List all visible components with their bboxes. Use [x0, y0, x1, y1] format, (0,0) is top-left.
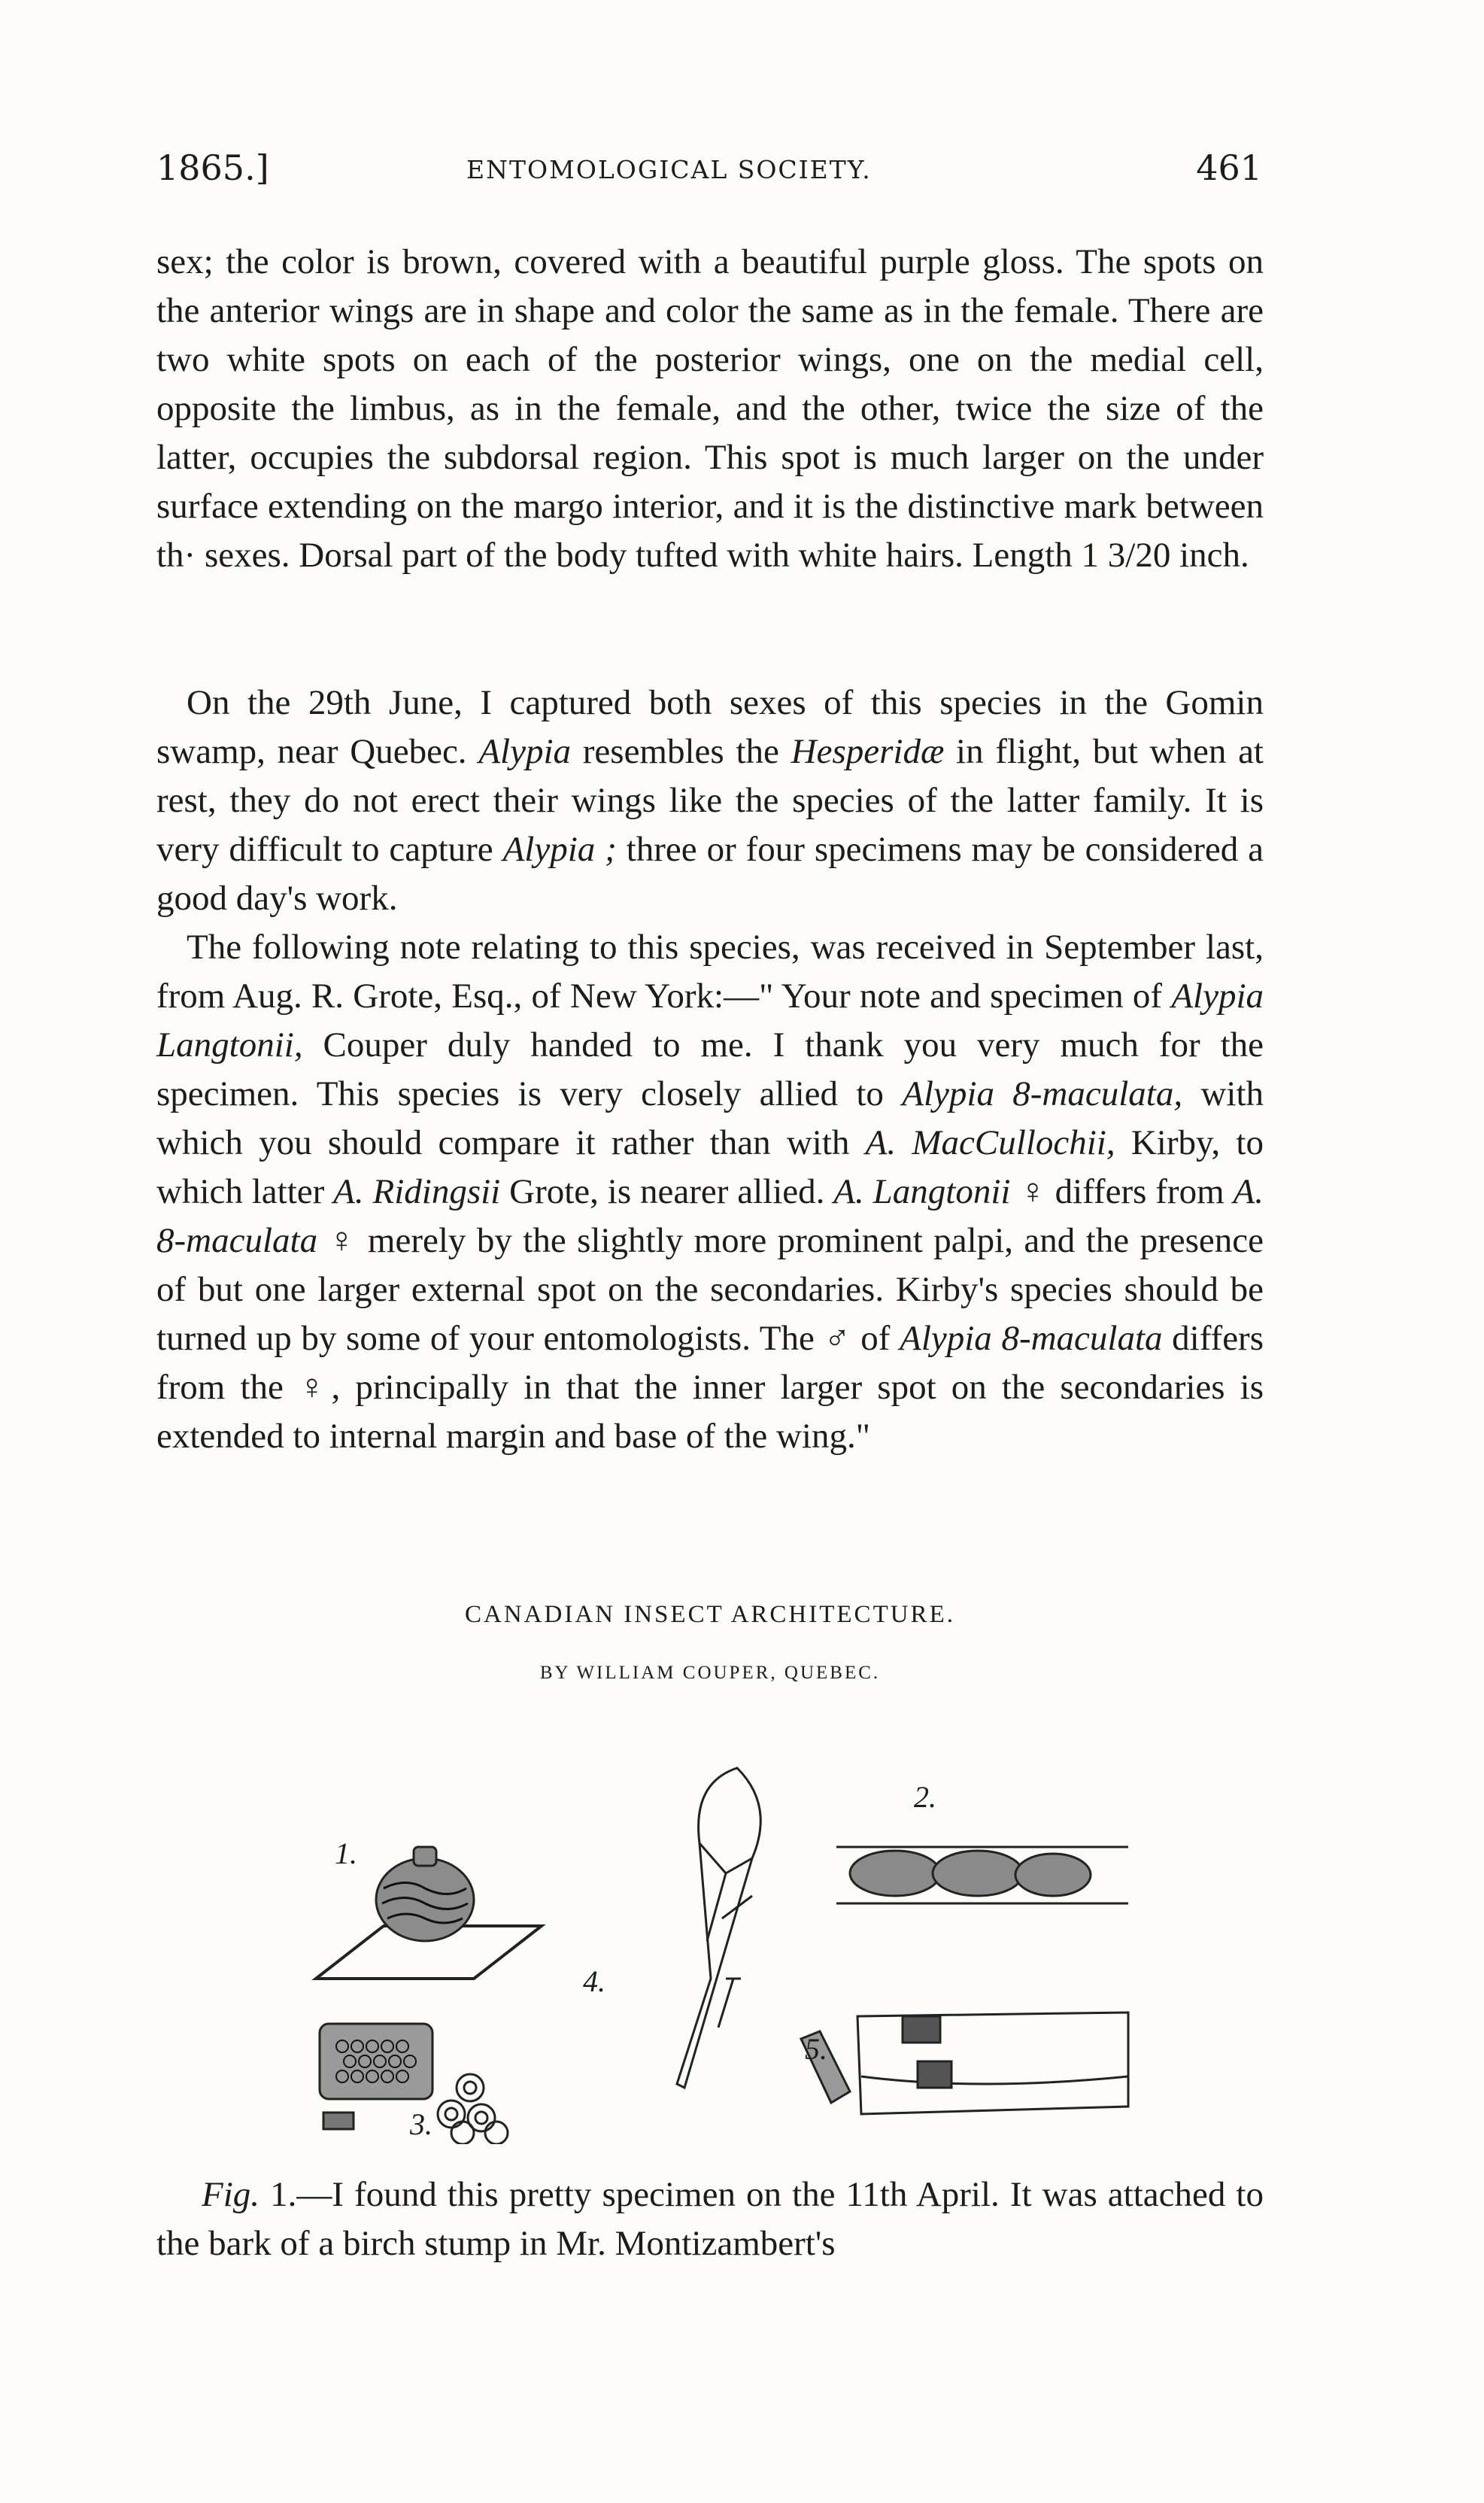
p3-species-3: A. MacCullochii, — [865, 1123, 1115, 1162]
p2-text-b: resembles the — [571, 732, 791, 771]
section-title: CANADIAN INSECT ARCHITECTURE. — [465, 1601, 955, 1628]
p3-text-a: The following note relating to this species, was received in September last, from Aug. R. Grote, Esq., of New York:—" Your note and specimen of — [156, 928, 1264, 1016]
figure-label-3: 3. — [410, 2107, 432, 2141]
p3-text-f: Grote, is nearer allied. — [500, 1172, 834, 1211]
p2-species-alypia-2: Alypia ; — [502, 830, 617, 869]
p3-text-c: with which you should compare it rather than with — [156, 1074, 1264, 1162]
figure-caption — [156, 2170, 1264, 2268]
paragraph-2 — [156, 679, 1264, 923]
p3-species-5: A. Langtonii — [833, 1172, 1011, 1211]
p3-text-h: ♀ merely by the slightly more prominent palpi, and the presence of but one larger external spot on the secondaries. Kirby's species should be turned up by some of your entomologists. The ♂ of — [156, 1221, 1264, 1358]
paragraph-3 — [156, 923, 1264, 1461]
caption-text: 1.—I found this pretty specimen on the 11th April. It was attached to the bark of a birch stump in Mr. Montizambert's — [156, 2175, 1264, 2263]
p3-text-i: differs from the ♀, principally in that the inner larger spot on the secondaries is extended to internal margin and base of the wing." — [156, 1319, 1264, 1456]
p2-family-hesperidae: Hesperidæ — [791, 732, 945, 771]
p3-species-4: A. Ridingsii — [333, 1172, 501, 1211]
figure-label-5: 5. — [805, 2032, 827, 2066]
figure-4-case-drawing — [677, 1768, 760, 2088]
p3-species-2: Alypia 8-maculata, — [902, 1074, 1183, 1113]
figure-5-block-drawing — [857, 2012, 1128, 2114]
p3-text-b: Couper duly handed to me. I thank you very much for the specimen. This species is very closely allied to — [156, 1025, 1264, 1113]
page-number: 461 — [1196, 147, 1262, 188]
p2-text-a: On the 29th June, I captured both sexes of this species in the Gomin swamp, near Quebec. — [156, 683, 1264, 771]
p3-species-7: Alypia 8-maculata — [900, 1319, 1163, 1358]
p2-text-d: three or four specimens may be considered a good day's work. — [156, 830, 1264, 918]
p2-species-alypia: Alypia — [478, 732, 572, 771]
figure-label-1: 1. — [335, 1836, 357, 1870]
p2-text-c: in flight, but when at rest, they do not erect their wings like the species of the latter family. It is very difficult to capture — [156, 732, 1264, 869]
figure-label-2: 2. — [914, 1780, 936, 1814]
p3-text-g: ♀ differs from — [1010, 1172, 1234, 1211]
p3-species-1: Alypia Langtonii, — [156, 977, 1264, 1065]
p3-text-d: Kirby, to which latter — [156, 1123, 1264, 1211]
caption-fig-label: Fig. — [202, 2175, 260, 2214]
p3-species-6: A. 8-maculata — [156, 1172, 1264, 1260]
header-year: 1865.] — [156, 147, 269, 188]
paragraph-1: sex; the color is brown, covered with a beautiful purple gloss. The spots on the anterior wings are in shape and color the same as in the female. There are two white spots on each of the posterior wings, one on the medial cell, opposite the limbus, as in the female, and the other, twice the size of the latter, occupies the subdorsal region. This spot is much larger on the under surface extending on the margo interior, and it is the distinctive mark between th· sexes. Dorsal part of the body tufted with white hairs. Length 1 3/20 inch. — [156, 242, 1264, 575]
running-head — [156, 147, 1262, 193]
figure-2-twig-drawing — [836, 1847, 1128, 1903]
header-title: ENTOMOLOGICAL SOCIETY. — [466, 155, 872, 184]
insect-architecture-figure — [301, 1753, 1166, 2144]
figure-illustration — [301, 1753, 1166, 2144]
figure-label-4: 4. — [583, 1964, 605, 1998]
section-byline: BY WILLIAM COUPER, QUEBEC. — [539, 1663, 881, 1683]
